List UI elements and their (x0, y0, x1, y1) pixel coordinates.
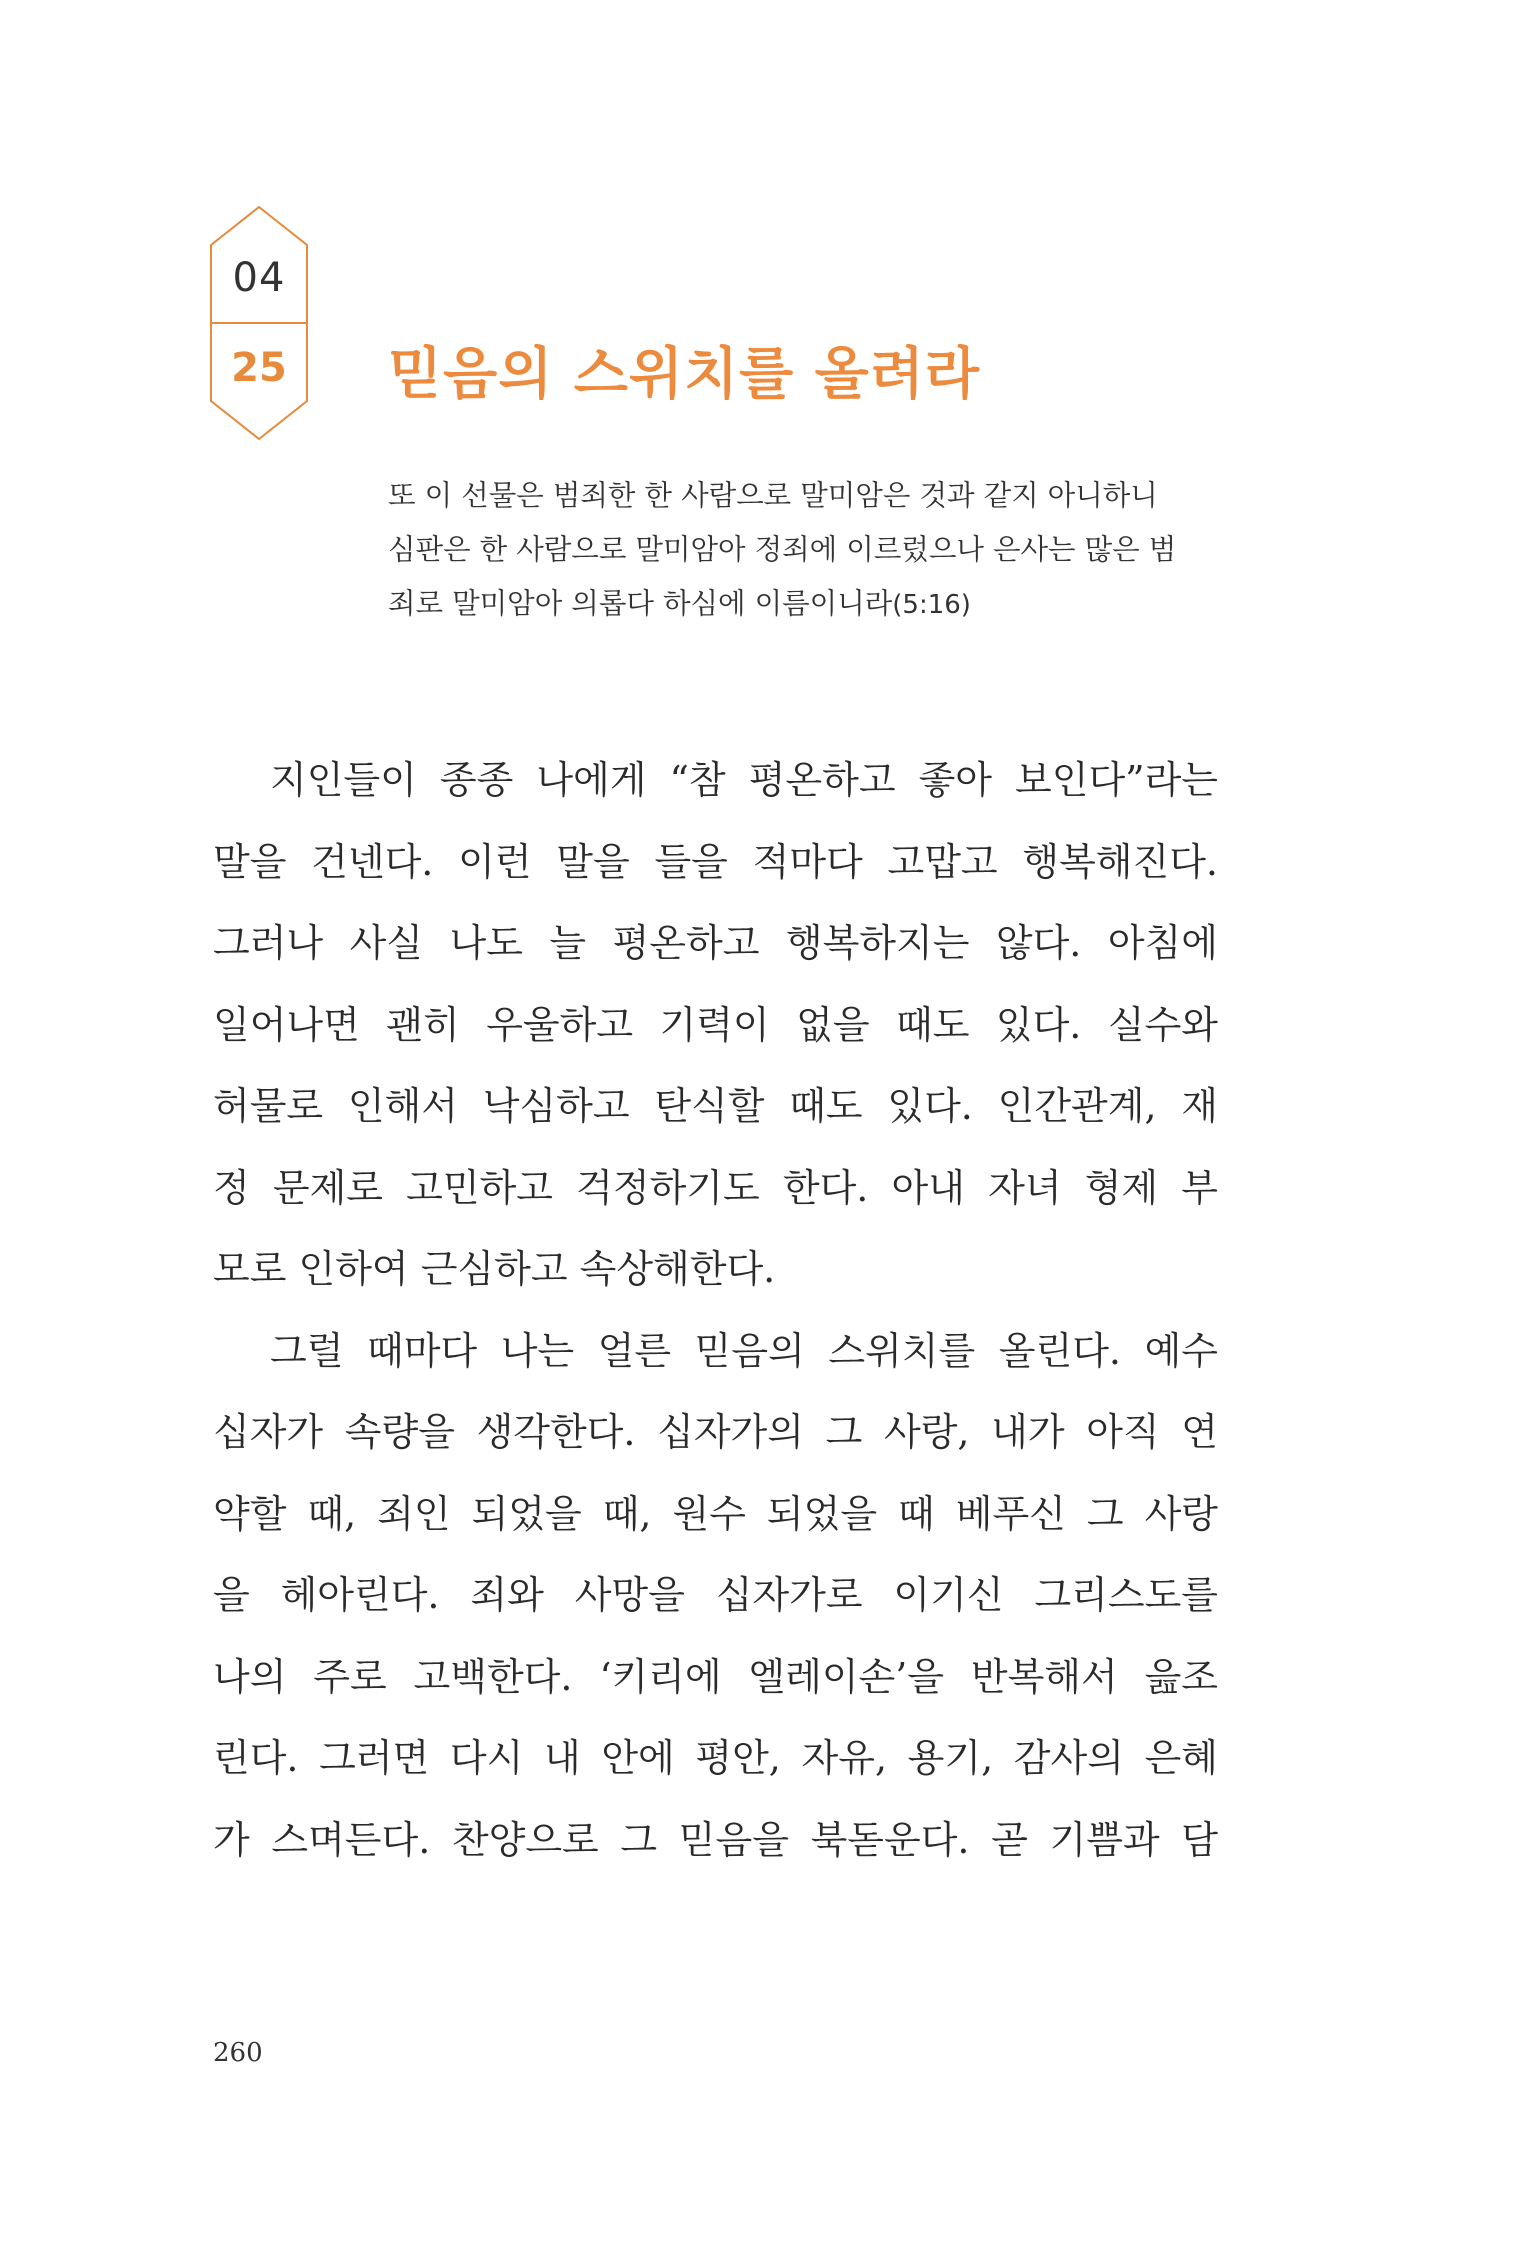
page-number: 260 (213, 2038, 263, 2068)
chapter-title: 믿음의 스위치를 올려라 (388, 342, 980, 407)
hexagon-badge-icon (209, 205, 309, 441)
body-line: 일어나면 괜히 우울하고 기력이 없을 때도 있다. 실수와 (213, 1002, 1218, 1047)
body-line: 말을 건넨다. 이런 말을 들을 적마다 고맙고 행복해진다. (213, 839, 1218, 884)
scripture-line-text: 죄로 말미암아 의롭다 하심에 이름이니라 (388, 587, 893, 620)
body-line: 지인들이 종종 나에게 “참 평온하고 좋아 보인다”라는 (270, 758, 1218, 802)
body-text (213, 740, 1218, 1881)
body-line: 나의 주로 고백한다. ‘키리에 엘레이손’을 반복해서 읊조 (213, 1654, 1218, 1699)
scripture-line: 또 이 선물은 범죄한 한 사람으로 말미암은 것과 같지 아니하니 (388, 479, 1158, 512)
body-line: 약할 때, 죄인 되었을 때, 원수 되었을 때 베푸신 그 사랑 (213, 1491, 1218, 1536)
body-line: 가 스며든다. 찬양으로 그 믿음을 북돋운다. 곧 기쁨과 담 (213, 1817, 1218, 1862)
part-number: 04 (232, 255, 286, 301)
body-line: 십자가 속량을 생각한다. 십자가의 그 사랑, 내가 아직 연 (213, 1410, 1218, 1454)
scripture-line (388, 577, 1218, 632)
body-line: 모로 인하여 근심하고 속상해한다. (213, 1247, 776, 1291)
body-line: 을 헤아린다. 죄와 사망을 십자가로 이기신 그리스도를 (213, 1573, 1218, 1617)
scripture-line: 심판은 한 사람으로 말미암아 정죄에 이르렀으나 은사는 많은 범 (388, 533, 1177, 566)
body-line: 그럴 때마다 나는 얼른 믿음의 스위치를 올린다. 예수 (270, 1328, 1218, 1373)
chapter-number: 25 (231, 345, 287, 391)
body-line: 린다. 그러면 다시 내 안에 평안, 자유, 용기, 감사의 은혜 (213, 1736, 1218, 1780)
chapter-badge (209, 205, 309, 441)
body-line: 그러나 사실 나도 늘 평온하고 행복하지는 않다. 아침에 (213, 921, 1218, 965)
scripture-quote (388, 469, 1218, 632)
body-line: 허물로 인해서 낙심하고 탄식할 때도 있다. 인간관계, 재 (213, 1084, 1218, 1128)
body-line: 정 문제로 고민하고 걱정하기도 한다. 아내 자녀 형제 부 (213, 1165, 1218, 1210)
scripture-reference: (5:16) (892, 590, 971, 620)
